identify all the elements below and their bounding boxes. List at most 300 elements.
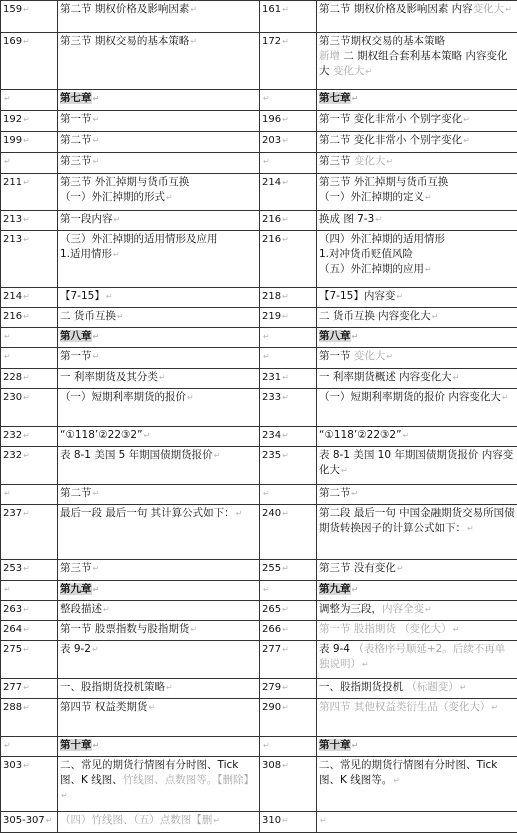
chapter-row bbox=[1, 328, 517, 348]
table-row bbox=[1, 679, 517, 699]
new-page-number: 161 bbox=[262, 4, 281, 15]
paragraph-mark-icon: ↵ bbox=[23, 235, 30, 244]
old-page-cell bbox=[1, 581, 58, 601]
table-row bbox=[1, 641, 517, 679]
paragraph-mark-icon: ↵ bbox=[61, 791, 68, 800]
old-page-number: 288 bbox=[3, 702, 22, 713]
new-page-cell bbox=[260, 211, 317, 231]
paragraph-mark-icon: ↵ bbox=[282, 393, 289, 402]
new-page-cell bbox=[260, 348, 317, 369]
new-content-cell bbox=[317, 153, 517, 174]
paragraph-mark-icon: ↵ bbox=[282, 178, 289, 187]
paragraph-mark-icon: ↵ bbox=[463, 115, 470, 124]
paragraph-mark-icon: ↵ bbox=[341, 466, 348, 475]
paragraph-mark-icon: ↵ bbox=[282, 37, 289, 46]
paragraph-mark-icon: ↵ bbox=[403, 431, 410, 440]
old-page-cell bbox=[1, 812, 58, 833]
paragraph-mark-icon: ↵ bbox=[93, 741, 100, 750]
paragraph-mark-icon: ↵ bbox=[159, 373, 166, 382]
table-row bbox=[1, 231, 517, 288]
paragraph-mark-icon: ↵ bbox=[320, 816, 327, 825]
new-content-cell bbox=[317, 505, 517, 560]
cell-text: 第一段内容 bbox=[60, 213, 113, 225]
old-page-number: 253 bbox=[3, 563, 22, 574]
old-content-cell bbox=[58, 560, 260, 581]
old-page-number: 213 bbox=[3, 214, 22, 225]
paragraph-mark-icon: ↵ bbox=[352, 94, 359, 103]
paragraph-mark-icon: ↵ bbox=[23, 312, 30, 321]
cell-text: 1.对冲货币贬值风险 bbox=[319, 248, 413, 260]
new-page-cell bbox=[260, 621, 317, 641]
paragraph-mark-icon: ↵ bbox=[263, 157, 270, 166]
old-content-cell bbox=[58, 308, 260, 328]
old-content-cell bbox=[58, 211, 260, 231]
table-row bbox=[1, 211, 517, 231]
new-page-number: 265 bbox=[262, 604, 281, 615]
table-row bbox=[1, 174, 517, 211]
paragraph-mark-icon: ↵ bbox=[393, 776, 400, 785]
new-content-cell bbox=[317, 699, 517, 737]
paragraph-mark-icon: ↵ bbox=[93, 352, 100, 361]
new-content-cell bbox=[317, 581, 517, 601]
paragraph-mark-icon: ↵ bbox=[4, 741, 11, 750]
paragraph-mark-icon: ↵ bbox=[282, 136, 289, 145]
paragraph-mark-icon: ↵ bbox=[263, 489, 270, 498]
old-content-cell bbox=[58, 447, 260, 485]
old-page-cell bbox=[1, 369, 58, 389]
old-content-cell bbox=[58, 699, 260, 737]
table-row bbox=[1, 560, 517, 581]
new-content-cell bbox=[317, 211, 517, 231]
new-content-cell bbox=[317, 427, 517, 447]
paragraph-mark-icon: ↵ bbox=[46, 816, 53, 825]
new-page-number: 234 bbox=[262, 430, 281, 441]
old-page-cell bbox=[1, 679, 58, 699]
paragraph-mark-icon: ↵ bbox=[187, 393, 194, 402]
old-content-cell bbox=[58, 369, 260, 389]
table-row bbox=[1, 288, 517, 308]
cell-text: 最后一段 最后一句 其计算公式如下： bbox=[60, 507, 235, 519]
old-page-cell bbox=[1, 485, 58, 505]
cell-text: 第三节 期权交易的基本策略 bbox=[60, 35, 189, 47]
old-content-cell bbox=[58, 33, 260, 90]
new-page-number: 216 bbox=[262, 234, 281, 245]
new-page-number: 279 bbox=[262, 682, 281, 693]
cell-text: 二 货币互换 内容变化大 bbox=[319, 310, 431, 322]
old-page-number: 214 bbox=[3, 291, 22, 302]
old-page-cell bbox=[1, 33, 58, 90]
new-content-cell bbox=[317, 641, 517, 679]
cell-text: （五）外汇掉期的应用 bbox=[319, 263, 424, 275]
paragraph-mark-icon: ↵ bbox=[282, 509, 289, 518]
cell-text: 第十章 bbox=[60, 739, 92, 751]
old-content-cell bbox=[58, 1, 260, 33]
old-content-cell bbox=[58, 485, 260, 505]
cell-text: 第九章 bbox=[319, 583, 351, 595]
old-content-cell bbox=[58, 641, 260, 679]
new-page-cell bbox=[260, 111, 317, 132]
new-content-cell bbox=[317, 389, 517, 427]
cell-text: 第四节 权益类期货 bbox=[60, 701, 147, 713]
cell-text: 调整为三段， bbox=[319, 603, 382, 615]
cell-text: （一）外汇掉期的定义 bbox=[319, 191, 424, 203]
new-content-cell bbox=[317, 679, 517, 699]
cell-text: 二、常见的期货行情图有分时图、Tick 图、K 线图、 bbox=[60, 759, 238, 786]
old-page-number: 169 bbox=[3, 36, 22, 47]
cell-text: 整段描述 bbox=[60, 603, 102, 615]
paragraph-mark-icon: ↵ bbox=[23, 115, 30, 124]
new-page-cell bbox=[260, 601, 317, 621]
new-page-cell bbox=[260, 369, 317, 389]
new-page-number: 172 bbox=[262, 36, 281, 47]
old-page-cell bbox=[1, 174, 58, 211]
table-row bbox=[1, 153, 517, 174]
cell-text: 二 货币互换 bbox=[60, 310, 116, 322]
old-page-number: 237 bbox=[3, 508, 22, 519]
cell-text: 第三节 没有变化 bbox=[319, 562, 396, 574]
paragraph-mark-icon: ↵ bbox=[190, 625, 197, 634]
paragraph-mark-icon: ↵ bbox=[282, 215, 289, 224]
new-page-number: 308 bbox=[262, 760, 281, 771]
paragraph-mark-icon: ↵ bbox=[23, 431, 30, 440]
paragraph-mark-icon: ↵ bbox=[23, 215, 30, 224]
paragraph-mark-icon: ↵ bbox=[23, 451, 30, 460]
paragraph-mark-icon: ↵ bbox=[93, 115, 100, 124]
cell-text: 第十章 bbox=[319, 739, 351, 751]
cell-text: 【7-15】 bbox=[60, 290, 105, 302]
paragraph-mark-icon: ↵ bbox=[386, 352, 393, 361]
cell-text: 一、股指期货投机 bbox=[319, 681, 406, 693]
old-content-cell bbox=[58, 737, 260, 757]
paragraph-mark-icon: ↵ bbox=[375, 215, 382, 224]
paragraph-mark-icon: ↵ bbox=[214, 451, 221, 460]
old-content-cell bbox=[58, 328, 260, 348]
old-content-cell bbox=[58, 132, 260, 153]
cell-text: 第一节 bbox=[319, 350, 354, 362]
paragraph-mark-icon: ↵ bbox=[4, 585, 11, 594]
old-content-cell bbox=[58, 621, 260, 641]
paragraph-mark-icon: ↵ bbox=[93, 564, 100, 573]
new-page-number: 203 bbox=[262, 135, 281, 146]
paragraph-mark-icon: ↵ bbox=[190, 37, 197, 46]
paragraph-mark-icon: ↵ bbox=[166, 193, 173, 202]
gray-annotation: 内容全变 bbox=[382, 603, 424, 615]
cell-text: 第一节 bbox=[60, 113, 92, 125]
gray-annotation: 第四节 其他权益类衍生品（变化大） bbox=[319, 701, 490, 713]
paragraph-mark-icon: ↵ bbox=[282, 5, 289, 14]
paragraph-mark-icon: ↵ bbox=[502, 393, 509, 402]
table-row bbox=[1, 621, 517, 641]
cell-text: 第一节 bbox=[60, 350, 92, 362]
table-row bbox=[1, 601, 517, 621]
old-content-cell bbox=[58, 153, 260, 174]
new-content-cell bbox=[317, 111, 517, 132]
cell-text: 第二节 变化非常小 个别字变化 bbox=[319, 134, 462, 146]
paragraph-mark-icon: ↵ bbox=[23, 178, 30, 187]
paragraph-mark-icon: ↵ bbox=[386, 157, 393, 166]
table-row bbox=[1, 348, 517, 369]
old-page-cell bbox=[1, 737, 58, 757]
new-page-number: 231 bbox=[262, 372, 281, 383]
paragraph-mark-icon: ↵ bbox=[282, 625, 289, 634]
old-page-cell bbox=[1, 211, 58, 231]
paragraph-mark-icon: ↵ bbox=[460, 683, 467, 692]
paragraph-mark-icon: ↵ bbox=[352, 489, 359, 498]
gray-annotation: 变化大 bbox=[354, 350, 386, 362]
chapter-row bbox=[1, 581, 517, 601]
cell-text: 第一节 变化非常小 个别字变化 bbox=[319, 113, 462, 125]
old-page-cell bbox=[1, 231, 58, 288]
old-page-number: 275 bbox=[3, 644, 22, 655]
paragraph-mark-icon: ↵ bbox=[282, 292, 289, 301]
cell-text: （三）外汇掉期的适用情形及应用 bbox=[60, 233, 218, 245]
new-page-cell bbox=[260, 132, 317, 153]
paragraph-mark-icon: ↵ bbox=[23, 683, 30, 692]
cell-text: 第二节 期权价格及影响因素 bbox=[60, 3, 189, 15]
cell-text: 第三节 bbox=[60, 562, 92, 574]
new-page-cell bbox=[260, 581, 317, 601]
paragraph-mark-icon: ↵ bbox=[190, 5, 197, 14]
cell-text: 换成 图 7-3 bbox=[319, 213, 374, 225]
old-page-number: 192 bbox=[3, 114, 22, 125]
old-page-cell bbox=[1, 348, 58, 369]
paragraph-mark-icon: ↵ bbox=[263, 352, 270, 361]
new-page-cell bbox=[260, 757, 317, 812]
old-page-number: 230 bbox=[3, 392, 22, 403]
paragraph-mark-icon: ↵ bbox=[282, 451, 289, 460]
cell-text: （四）外汇掉期的适用情形 bbox=[319, 233, 445, 245]
new-page-number: 216 bbox=[262, 214, 281, 225]
new-page-cell bbox=[260, 308, 317, 328]
cell-text: （一）短期利率期货的报价 内容变化大 bbox=[319, 391, 501, 403]
paragraph-mark-icon: ↵ bbox=[93, 157, 100, 166]
old-page-cell bbox=[1, 132, 58, 153]
cell-text: 第七章 bbox=[319, 92, 351, 104]
old-page-cell bbox=[1, 641, 58, 679]
old-page-cell bbox=[1, 757, 58, 812]
paragraph-mark-icon: ↵ bbox=[282, 235, 289, 244]
paragraph-mark-icon: ↵ bbox=[93, 332, 100, 341]
paragraph-mark-icon: ↵ bbox=[4, 157, 11, 166]
table-row bbox=[1, 111, 517, 132]
old-page-number: 211 bbox=[3, 177, 22, 188]
gray-annotation: 变化大 bbox=[473, 3, 505, 15]
new-content-cell bbox=[317, 757, 517, 812]
new-page-cell bbox=[260, 560, 317, 581]
new-page-cell bbox=[260, 679, 317, 699]
paragraph-mark-icon: ↵ bbox=[263, 94, 270, 103]
old-content-cell bbox=[58, 757, 260, 812]
old-content-cell bbox=[58, 389, 260, 427]
gray-annotation: 变化大 bbox=[354, 155, 386, 167]
gray-annotation: （表格序号顺延+2。后续不再单独说明） bbox=[319, 643, 505, 670]
chapter-row bbox=[1, 737, 517, 757]
paragraph-mark-icon: ↵ bbox=[352, 332, 359, 341]
paragraph-mark-icon: ↵ bbox=[491, 703, 498, 712]
table-row bbox=[1, 308, 517, 328]
new-page-cell bbox=[260, 90, 317, 111]
paragraph-mark-icon: ↵ bbox=[23, 5, 30, 14]
old-content-cell bbox=[58, 601, 260, 621]
paragraph-mark-icon: ↵ bbox=[432, 312, 439, 321]
new-page-number: 235 bbox=[262, 450, 281, 461]
cell-text: 一、股指期货投机策略 bbox=[60, 681, 165, 693]
new-page-number: 214 bbox=[262, 177, 281, 188]
new-page-number: 277 bbox=[262, 644, 281, 655]
new-content-cell bbox=[317, 447, 517, 485]
paragraph-mark-icon: ↵ bbox=[23, 645, 30, 654]
old-content-cell bbox=[58, 505, 260, 560]
cell-text: 二、常见的期货行情图有分时图、Tick 图、K 线图等。 bbox=[319, 759, 497, 786]
old-page-cell bbox=[1, 699, 58, 737]
cell-text: 第二节 期权价格及影响因素 内容 bbox=[319, 3, 473, 15]
cell-text: 第二节 bbox=[60, 487, 92, 499]
cell-text: 第八章 bbox=[319, 330, 351, 342]
new-page-cell bbox=[260, 33, 317, 90]
paragraph-mark-icon: ↵ bbox=[23, 703, 30, 712]
gray-annotation: （标题变） bbox=[406, 681, 459, 693]
new-page-number: 266 bbox=[262, 624, 281, 635]
paragraph-mark-icon: ↵ bbox=[93, 136, 100, 145]
paragraph-mark-icon: ↵ bbox=[103, 605, 110, 614]
old-page-cell bbox=[1, 447, 58, 485]
cell-text: 第三节期权交易的基本策略 bbox=[319, 35, 445, 47]
new-content-cell bbox=[317, 369, 517, 389]
new-content-cell bbox=[317, 560, 517, 581]
paragraph-mark-icon: ↵ bbox=[236, 509, 243, 518]
paragraph-mark-icon: ↵ bbox=[23, 625, 30, 634]
new-content-cell bbox=[317, 1, 517, 33]
paragraph-mark-icon: ↵ bbox=[282, 605, 289, 614]
cell-text: 第三节 bbox=[60, 155, 92, 167]
paragraph-mark-icon: ↵ bbox=[425, 605, 432, 614]
old-page-number: 264 bbox=[3, 624, 22, 635]
cell-text: 一 利率期货概述 内容变化大 bbox=[319, 371, 452, 383]
paragraph-mark-icon: ↵ bbox=[397, 564, 404, 573]
paragraph-mark-icon: ↵ bbox=[282, 683, 289, 692]
new-page-cell bbox=[260, 153, 317, 174]
old-page-number: 199 bbox=[3, 135, 22, 146]
cell-text: 第三节 bbox=[319, 155, 354, 167]
cell-text: “①118’②22③2” bbox=[60, 429, 143, 441]
paragraph-mark-icon: ↵ bbox=[282, 761, 289, 770]
cell-text: 表 9-4 bbox=[319, 643, 353, 655]
cell-text: 第二节 bbox=[319, 487, 351, 499]
cell-text: 第二段 最后一句 中国金融期货交易所国债期货转换因子的计算公式如下： bbox=[319, 507, 515, 534]
cell-text: （一）外汇掉期的形式 bbox=[60, 191, 165, 203]
paragraph-mark-icon: ↵ bbox=[166, 683, 173, 692]
old-page-number: 213 bbox=[3, 234, 22, 245]
paragraph-mark-icon: ↵ bbox=[93, 489, 100, 498]
cell-text: 1.适用情形 bbox=[60, 248, 112, 260]
paragraph-mark-icon: ↵ bbox=[263, 332, 270, 341]
paragraph-mark-icon: ↵ bbox=[282, 373, 289, 382]
cell-text: 第一节 股票指数与股指期货 bbox=[60, 623, 189, 635]
gray-annotation: 变化大 bbox=[333, 65, 365, 77]
old-page-cell bbox=[1, 427, 58, 447]
table-row bbox=[1, 699, 517, 737]
old-page-cell bbox=[1, 560, 58, 581]
new-content-cell bbox=[317, 231, 517, 288]
table-row bbox=[1, 485, 517, 505]
chapter-row bbox=[1, 90, 517, 111]
cell-text: 二 期权组合套利基本策略 内容变化大 bbox=[319, 50, 508, 77]
paragraph-mark-icon: ↵ bbox=[282, 564, 289, 573]
paragraph-mark-icon: ↵ bbox=[106, 292, 113, 301]
table-row bbox=[1, 505, 517, 560]
new-page-cell bbox=[260, 389, 317, 427]
cell-text: 第三节 外汇掉期与货币互换 bbox=[319, 176, 448, 188]
new-content-cell bbox=[317, 328, 517, 348]
new-page-cell bbox=[260, 427, 317, 447]
old-page-cell bbox=[1, 621, 58, 641]
paragraph-mark-icon: ↵ bbox=[425, 265, 432, 274]
new-page-cell bbox=[260, 737, 317, 757]
new-page-number: 255 bbox=[262, 563, 281, 574]
new-content-cell bbox=[317, 308, 517, 328]
new-content-cell bbox=[317, 812, 517, 833]
new-page-number: 196 bbox=[262, 114, 281, 125]
table-row bbox=[1, 369, 517, 389]
old-page-cell bbox=[1, 90, 58, 111]
new-content-cell bbox=[317, 174, 517, 211]
old-page-cell bbox=[1, 288, 58, 308]
new-page-cell bbox=[260, 641, 317, 679]
gray-annotation: 竹线图、点数图等。【删除】 bbox=[123, 774, 254, 786]
new-page-cell bbox=[260, 699, 317, 737]
paragraph-mark-icon: ↵ bbox=[282, 703, 289, 712]
paragraph-mark-icon: ↵ bbox=[282, 431, 289, 440]
old-content-cell bbox=[58, 288, 260, 308]
new-content-cell bbox=[317, 90, 517, 111]
new-page-cell bbox=[260, 174, 317, 211]
old-content-cell bbox=[58, 427, 260, 447]
new-page-cell bbox=[260, 1, 317, 33]
new-page-number: 290 bbox=[262, 702, 281, 713]
gray-annotation: 第一节 股指期货 （变化大） bbox=[319, 623, 452, 635]
gray-annotation: 新增 bbox=[319, 50, 343, 62]
cell-text: 一 利率期货及其分类 bbox=[60, 371, 158, 383]
old-page-cell bbox=[1, 328, 58, 348]
old-page-number: 232 bbox=[3, 430, 22, 441]
new-page-cell bbox=[260, 812, 317, 833]
paragraph-mark-icon: ↵ bbox=[365, 67, 372, 76]
old-page-number: 228 bbox=[3, 372, 22, 383]
new-content-cell bbox=[317, 132, 517, 153]
cell-text: 第七章 bbox=[60, 92, 92, 104]
old-page-number: 232 bbox=[3, 450, 22, 461]
old-page-cell bbox=[1, 389, 58, 427]
paragraph-mark-icon: ↵ bbox=[453, 373, 460, 382]
new-page-number: 233 bbox=[262, 392, 281, 403]
table-row bbox=[1, 447, 517, 485]
old-page-number: 216 bbox=[3, 311, 22, 322]
paragraph-mark-icon: ↵ bbox=[23, 136, 30, 145]
cell-text: 第九章 bbox=[60, 583, 92, 595]
table-row bbox=[1, 812, 517, 833]
old-page-cell bbox=[1, 601, 58, 621]
old-content-cell bbox=[58, 174, 260, 211]
paragraph-mark-icon: ↵ bbox=[23, 393, 30, 402]
new-page-cell bbox=[260, 288, 317, 308]
paragraph-mark-icon: ↵ bbox=[4, 489, 11, 498]
old-page-number: 305-307 bbox=[3, 815, 45, 826]
paragraph-mark-icon: ↵ bbox=[4, 94, 11, 103]
paragraph-mark-icon: ↵ bbox=[352, 585, 359, 594]
old-content-cell bbox=[58, 812, 260, 833]
old-page-number: 303 bbox=[3, 760, 22, 771]
new-page-cell bbox=[260, 485, 317, 505]
